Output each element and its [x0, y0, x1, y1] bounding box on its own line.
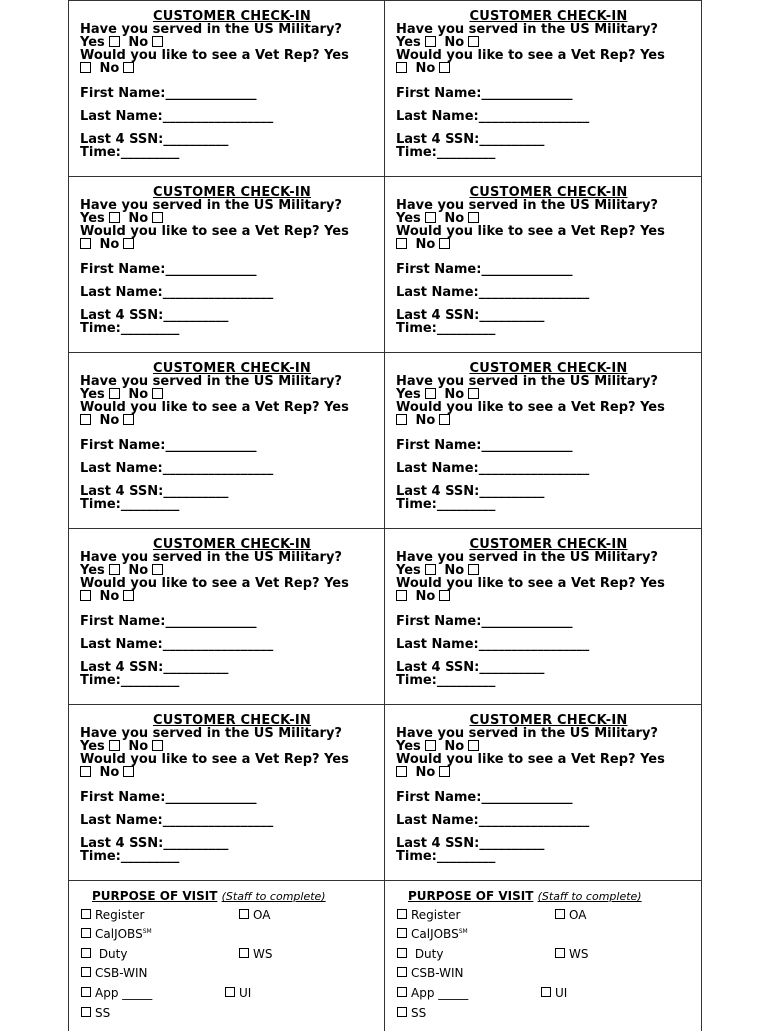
military-answers: Yes No — [396, 212, 701, 225]
vet-no-checkbox[interactable] — [123, 766, 134, 777]
military-question: Have you served in the US Military? — [396, 726, 658, 741]
last-name-field[interactable]: Last Name:_________________ — [396, 109, 590, 124]
vet-question-line: Would you like to see a Vet Rep? Yes — [80, 400, 349, 415]
first-name-field[interactable]: First Name:______________ — [396, 614, 573, 629]
vet-no-checkbox[interactable] — [439, 414, 450, 425]
first-name-field[interactable]: First Name:______________ — [396, 86, 573, 101]
military-question: Have you served in the US Military? — [396, 198, 658, 213]
checkin-card — [68, 177, 384, 352]
military-question: Have you served in the US Military? — [80, 374, 342, 389]
oa-checkbox — [239, 909, 249, 919]
first-name-field[interactable]: First Name:______________ — [80, 438, 257, 453]
military-answers: Yes No — [80, 564, 384, 577]
military-no-checkbox[interactable] — [152, 212, 163, 223]
vet-yes-checkbox[interactable] — [80, 766, 91, 777]
military-question: Have you served in the US Military? — [396, 374, 658, 389]
register-checkbox — [397, 909, 407, 919]
vet-yes-checkbox[interactable] — [396, 414, 407, 425]
oa-option[interactable]: OA — [555, 908, 586, 922]
checkin-card — [68, 705, 384, 880]
military-yes-checkbox[interactable] — [425, 212, 436, 223]
vet-answers: No — [396, 414, 701, 427]
card-title: CUSTOMER CHECK-IN — [469, 185, 628, 200]
vet-yes-checkbox[interactable] — [396, 590, 407, 601]
duty-checkbox — [397, 948, 407, 958]
checkin-row — [68, 177, 702, 353]
vet-answers: No — [396, 590, 701, 603]
ss-checkbox — [397, 1007, 407, 1017]
military-yes-checkbox[interactable] — [425, 36, 436, 47]
vet-question-line: Would you like to see a Vet Rep? Yes — [396, 576, 665, 591]
csb-win-option[interactable]: CSB-WIN — [397, 966, 463, 980]
checkin-card — [384, 529, 702, 704]
vet-yes-checkbox[interactable] — [80, 414, 91, 425]
vet-question-line: Would you like to see a Vet Rep? Yes — [396, 752, 665, 767]
vet-yes-checkbox[interactable] — [396, 766, 407, 777]
card-title: CUSTOMER CHECK-IN — [152, 361, 312, 376]
last-name-field[interactable]: Last Name:_________________ — [396, 461, 590, 476]
card-title: CUSTOMER CHECK-IN — [152, 713, 312, 728]
military-answers: Yes No — [396, 740, 701, 753]
ssn-field[interactable]: Last 4 SSN:__________ — [396, 484, 545, 499]
vet-yes-checkbox[interactable] — [80, 238, 91, 249]
caljobs-option[interactable]: CalJOBS℠ — [397, 927, 468, 941]
time-field[interactable]: Time:_________ — [80, 321, 180, 336]
ws-option[interactable]: WS — [239, 947, 272, 961]
card-title: CUSTOMER CHECK-IN — [469, 713, 628, 728]
ssn-field[interactable]: Last 4 SSN:__________ — [396, 308, 545, 323]
military-question: Have you served in the US Military? — [396, 22, 658, 37]
vet-yes-checkbox[interactable] — [396, 62, 407, 73]
time-field[interactable]: Time:_________ — [396, 673, 496, 688]
ss-option[interactable]: SS — [397, 1006, 426, 1020]
vet-no-checkbox[interactable] — [439, 62, 450, 73]
military-answers: Yes No — [80, 212, 384, 225]
military-no-checkbox[interactable] — [152, 564, 163, 575]
vet-answers: No — [80, 414, 384, 427]
military-no-checkbox[interactable] — [468, 564, 479, 575]
military-question: Have you served in the US Military? — [396, 550, 658, 565]
card-title: CUSTOMER CHECK-IN — [469, 537, 628, 552]
vet-no-checkbox[interactable] — [439, 238, 450, 249]
military-yes-checkbox[interactable] — [425, 388, 436, 399]
vet-no-checkbox[interactable] — [123, 414, 134, 425]
ssn-field[interactable]: Last 4 SSN:__________ — [396, 660, 545, 675]
vet-yes-checkbox[interactable] — [80, 62, 91, 73]
last-name-field[interactable]: Last Name:_________________ — [80, 285, 274, 300]
duty-option[interactable]: Duty — [397, 947, 443, 961]
ws-checkbox — [239, 948, 249, 958]
military-answers: Yes No — [80, 388, 384, 401]
vet-no-checkbox[interactable] — [439, 766, 450, 777]
ss-option[interactable]: SS — [81, 1006, 110, 1020]
last-name-field[interactable]: Last Name:_________________ — [80, 637, 274, 652]
military-answers: Yes No — [396, 36, 701, 49]
last-name-field[interactable]: Last Name:_________________ — [80, 813, 274, 828]
ws-checkbox — [555, 948, 565, 958]
vet-no-checkbox[interactable] — [123, 62, 134, 73]
checkin-row — [68, 353, 702, 529]
time-field[interactable]: Time:_________ — [80, 145, 180, 160]
app-option[interactable]: App _____ — [397, 986, 468, 1000]
military-yes-checkbox[interactable] — [425, 564, 436, 575]
checkin-card — [384, 177, 702, 352]
purpose-title: PURPOSE OF VISIT (Staff to complete) — [408, 889, 642, 903]
card-title: CUSTOMER CHECK-IN — [469, 361, 628, 376]
vet-answers: No — [396, 766, 701, 779]
military-no-checkbox[interactable] — [152, 36, 163, 47]
time-field[interactable]: Time:_________ — [396, 849, 496, 864]
card-title: CUSTOMER CHECK-IN — [152, 537, 312, 552]
purpose-card — [384, 881, 702, 1031]
military-answers: Yes No — [396, 564, 701, 577]
military-yes-checkbox[interactable] — [109, 36, 120, 47]
caljobs-option[interactable]: CalJOBS℠ — [81, 927, 152, 941]
checkin-grid — [68, 0, 702, 1031]
military-no-checkbox[interactable] — [468, 740, 479, 751]
military-yes-checkbox[interactable] — [425, 740, 436, 751]
purpose-row — [68, 881, 702, 1031]
military-no-checkbox[interactable] — [468, 388, 479, 399]
register-checkbox — [81, 909, 91, 919]
military-no-checkbox[interactable] — [152, 388, 163, 399]
caljobs-checkbox — [81, 928, 91, 938]
military-no-checkbox[interactable] — [468, 36, 479, 47]
csb-win-checkbox — [397, 967, 407, 977]
checkin-card — [384, 353, 702, 528]
app-option[interactable]: App _____ — [81, 986, 152, 1000]
vet-question-line: Would you like to see a Vet Rep? Yes — [396, 48, 665, 63]
oa-checkbox — [555, 909, 565, 919]
duty-checkbox — [81, 948, 91, 958]
ss-checkbox — [81, 1007, 91, 1017]
first-name-field[interactable]: First Name:______________ — [396, 790, 573, 805]
csb-win-option[interactable]: CSB-WIN — [81, 966, 147, 980]
last-name-field[interactable]: Last Name:_________________ — [80, 109, 274, 124]
vet-answers: No — [396, 238, 701, 251]
card-title: CUSTOMER CHECK-IN — [152, 185, 312, 200]
ssn-field[interactable]: Last 4 SSN:__________ — [396, 132, 545, 147]
vet-answers: No — [396, 62, 701, 75]
military-answers: Yes No — [80, 36, 384, 49]
military-answers: Yes No — [80, 740, 384, 753]
military-question: Have you served in the US Military? — [80, 726, 342, 741]
military-question: Have you served in the US Military? — [80, 198, 342, 213]
card-title: CUSTOMER CHECK-IN — [469, 9, 628, 24]
military-yes-checkbox[interactable] — [109, 740, 120, 751]
first-name-field[interactable]: First Name:______________ — [80, 614, 257, 629]
vet-answers: No — [80, 62, 384, 75]
time-field[interactable]: Time:_________ — [396, 497, 496, 512]
ssn-field[interactable]: Last 4 SSN:__________ — [80, 132, 229, 147]
checkin-card — [68, 353, 384, 528]
register-option[interactable]: Register — [397, 908, 460, 922]
military-no-checkbox[interactable] — [468, 212, 479, 223]
military-no-checkbox[interactable] — [152, 740, 163, 751]
vet-answers: No — [80, 766, 384, 779]
ui-checkbox — [541, 987, 551, 997]
ssn-field[interactable]: Last 4 SSN:__________ — [80, 660, 229, 675]
first-name-field[interactable]: First Name:______________ — [80, 790, 257, 805]
vet-answers: No — [80, 590, 384, 603]
military-yes-checkbox[interactable] — [109, 564, 120, 575]
vet-question-line: Would you like to see a Vet Rep? Yes — [80, 224, 349, 239]
military-answers: Yes No — [396, 388, 701, 401]
first-name-field[interactable]: First Name:______________ — [80, 262, 257, 277]
last-name-field[interactable]: Last Name:_________________ — [396, 813, 590, 828]
duty-option[interactable]: Duty — [81, 947, 127, 961]
checkin-card — [68, 529, 384, 704]
vet-yes-checkbox[interactable] — [396, 238, 407, 249]
first-name-field[interactable]: First Name:______________ — [396, 438, 573, 453]
first-name-field[interactable]: First Name:______________ — [396, 262, 573, 277]
csb-win-checkbox — [81, 967, 91, 977]
first-name-field[interactable]: First Name:______________ — [80, 86, 257, 101]
military-question: Have you served in the US Military? — [80, 550, 342, 565]
ui-option[interactable]: UI — [225, 986, 251, 1000]
time-field[interactable]: Time:_________ — [396, 145, 496, 160]
ws-option[interactable]: WS — [555, 947, 588, 961]
vet-no-checkbox[interactable] — [439, 590, 450, 601]
last-name-field[interactable]: Last Name:_________________ — [396, 637, 590, 652]
vet-question-line: Would you like to see a Vet Rep? Yes — [80, 752, 349, 767]
oa-option[interactable]: OA — [239, 908, 270, 922]
purpose-title: PURPOSE OF VISIT (Staff to complete) — [92, 889, 326, 903]
checkin-card — [68, 1, 384, 176]
ssn-field[interactable]: Last 4 SSN:__________ — [80, 836, 229, 851]
ssn-field[interactable]: Last 4 SSN:__________ — [396, 836, 545, 851]
ssn-field[interactable]: Last 4 SSN:__________ — [80, 484, 229, 499]
ui-checkbox — [225, 987, 235, 997]
checkin-card — [384, 705, 702, 880]
time-field[interactable]: Time:_________ — [80, 497, 180, 512]
vet-question-line: Would you like to see a Vet Rep? Yes — [396, 400, 665, 415]
military-yes-checkbox[interactable] — [109, 388, 120, 399]
vet-answers: No — [80, 238, 384, 251]
military-question: Have you served in the US Military? — [80, 22, 342, 37]
last-name-field[interactable]: Last Name:_________________ — [80, 461, 274, 476]
vet-question-line: Would you like to see a Vet Rep? Yes — [80, 576, 349, 591]
vet-no-checkbox[interactable] — [123, 238, 134, 249]
register-option[interactable]: Register — [81, 908, 144, 922]
checkin-card — [384, 1, 702, 176]
last-name-field[interactable]: Last Name:_________________ — [396, 285, 590, 300]
checkin-row — [68, 705, 702, 881]
caljobs-checkbox — [397, 928, 407, 938]
purpose-card — [68, 881, 384, 1031]
vet-no-checkbox[interactable] — [123, 590, 134, 601]
checkin-row — [68, 0, 702, 177]
time-field[interactable]: Time:_________ — [396, 321, 496, 336]
card-title: CUSTOMER CHECK-IN — [152, 9, 312, 24]
vet-yes-checkbox[interactable] — [80, 590, 91, 601]
military-yes-checkbox[interactable] — [109, 212, 120, 223]
time-field[interactable]: Time:_________ — [80, 849, 180, 864]
ssn-field[interactable]: Last 4 SSN:__________ — [80, 308, 229, 323]
vet-question-line: Would you like to see a Vet Rep? Yes — [80, 48, 349, 63]
time-field[interactable]: Time:_________ — [80, 673, 180, 688]
checkin-row — [68, 529, 702, 705]
app-checkbox — [81, 987, 91, 997]
app-checkbox — [397, 987, 407, 997]
vet-question-line: Would you like to see a Vet Rep? Yes — [396, 224, 665, 239]
ui-option[interactable]: UI — [541, 986, 567, 1000]
